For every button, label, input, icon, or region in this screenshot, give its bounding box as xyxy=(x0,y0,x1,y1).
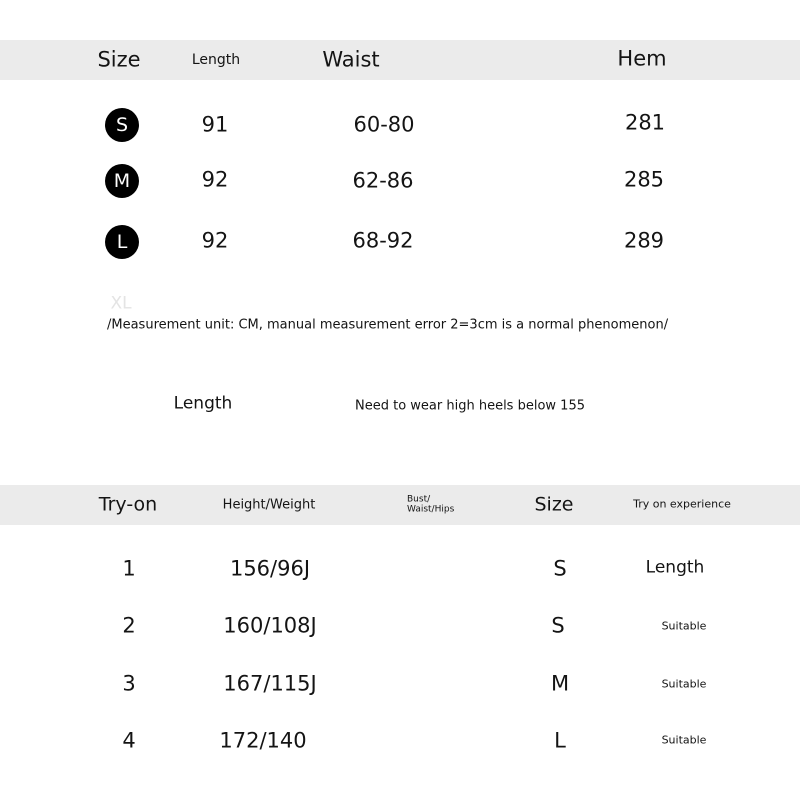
tryon-experience: Suitable xyxy=(661,619,707,633)
length-value: 91 xyxy=(201,112,229,137)
bust-waist-hips-header xyxy=(407,495,454,516)
tryon-height-weight: 160/108J xyxy=(223,613,317,638)
bust-label: Bust/ xyxy=(407,494,431,505)
tryon-index: 4 xyxy=(122,728,136,753)
size-badge-s: S xyxy=(105,108,139,142)
tryon-header: Try-on xyxy=(98,493,158,516)
tryon-experience: Suitable xyxy=(661,733,707,747)
length-value: 92 xyxy=(201,228,229,253)
hem-value: 285 xyxy=(623,167,665,192)
waist-hips-label: Waist/Hips xyxy=(407,505,455,515)
hem-header: Hem xyxy=(617,46,667,71)
waist-value: 62-86 xyxy=(352,168,414,193)
tryon-experience: Length xyxy=(645,557,705,578)
waist-header: Waist xyxy=(322,47,380,72)
tryon-index: 3 xyxy=(122,671,136,696)
length-header: Length xyxy=(191,52,241,68)
size-badge-l: L xyxy=(105,225,139,259)
waist-value: 60-80 xyxy=(353,112,415,137)
waist-value: 68-92 xyxy=(352,228,414,253)
length-note: Need to wear high heels below 155 xyxy=(355,398,585,414)
tryon-height-weight: 156/96J xyxy=(229,556,311,581)
tryon-size-header: Size xyxy=(534,493,574,516)
tryon-size: M xyxy=(550,671,570,696)
tryon-height-weight: 172/140 xyxy=(219,728,307,753)
tryon-size: S xyxy=(553,556,567,581)
tryon-size: L xyxy=(554,728,566,753)
tryon-index: 2 xyxy=(122,613,136,638)
faint-xl-label: XL xyxy=(110,293,132,314)
hem-value: 289 xyxy=(623,228,665,253)
size-header: Size xyxy=(97,47,141,72)
tryon-size: S xyxy=(551,613,565,638)
tryon-experience: Suitable xyxy=(661,677,707,691)
length-value: 92 xyxy=(201,167,229,192)
length-label: Length xyxy=(173,393,233,414)
experience-header: Try on experience xyxy=(633,497,731,511)
tryon-height-weight: 167/115J xyxy=(223,671,317,696)
size-badge-m: M xyxy=(105,164,139,198)
height-weight-header: Height/Weight xyxy=(222,497,316,513)
measurement-note: /Measurement unit: CM, manual measurement error 2=3cm is a normal phenomenon/ xyxy=(107,317,669,333)
hem-value: 281 xyxy=(624,110,666,135)
tryon-index: 1 xyxy=(122,556,136,581)
